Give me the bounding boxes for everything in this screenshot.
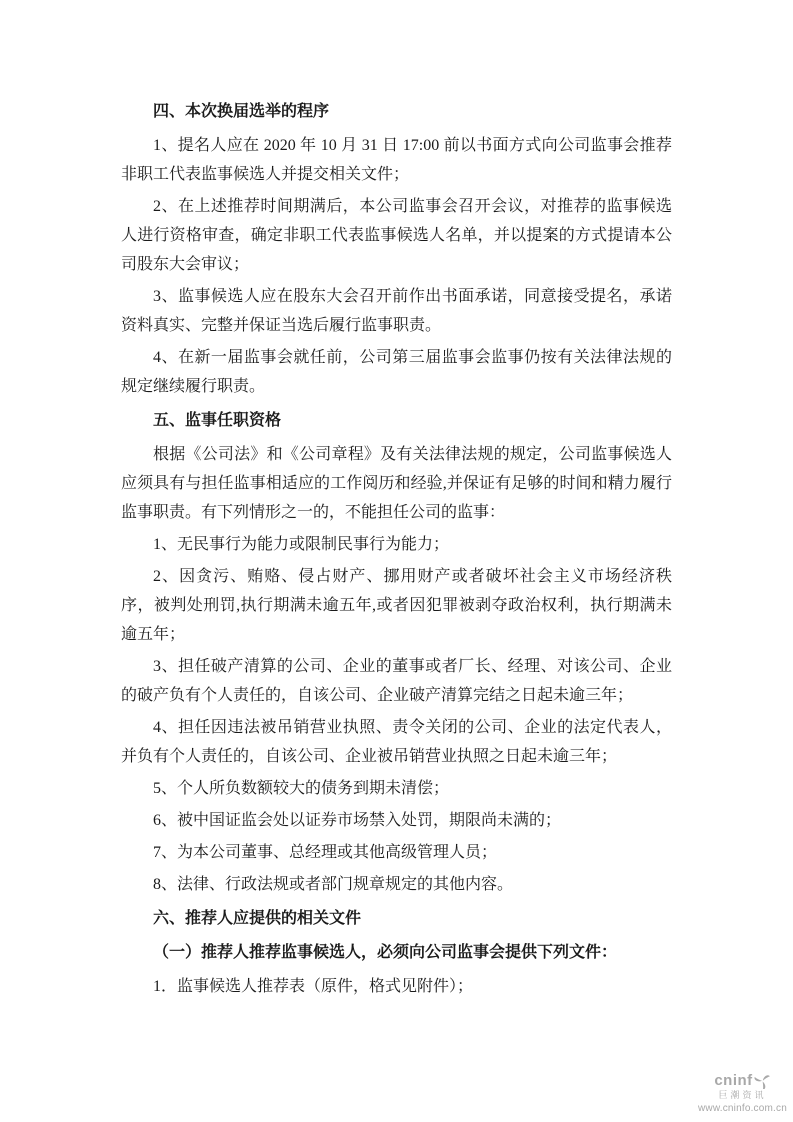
cninfo-watermark [698, 1072, 787, 1114]
document-body [121, 92, 672, 1004]
paragraph-qualification-7: 7、为本公司董事、总经理或其他高级管理人员； [153, 844, 498, 861]
paragraph-qualification-4: 4、担任因违法被吊销营业执照、责令关闭的公司、企业的法定代表人，并负有个人责任的，自该公司、企业被吊销营业执照之日起未逾三年； [121, 719, 672, 765]
cninfo-chinese-name: 巨潮资讯 [718, 1090, 767, 1101]
paragraph-qualification-6: 6、被中国证监会处以证券市场禁入处罚，期限尚未满的； [153, 812, 562, 829]
cninfo-swirl-icon [754, 1073, 771, 1089]
section-heading-qualifications: 五、监事任职资格 [153, 412, 282, 429]
subsection-heading-recommender-documents: （一）推荐人推荐监事候选人，必须向公司监事会提供下列文件： [153, 944, 618, 961]
paragraph-qualification-5: 5、个人所负数额较大的债务到期未清偿； [153, 780, 450, 797]
cninfo-brand-text: cninf [714, 1071, 753, 1089]
paragraph-qualification-8: 8、法律、行政法规或者部门规章规定的其他内容。 [153, 876, 514, 893]
paragraph-procedure-3: 3、监事候选人应在股东大会召开前作出书面承诺，同意接受提名，承诺资料真实、完整并保证当选后履行监事职责。 [121, 288, 672, 334]
section-heading-election-procedure: 四、本次换届选举的程序 [153, 103, 330, 120]
paragraph-procedure-4: 4、在新一届监事会就任前，公司第三届监事会监事仍按有关法律法规的规定继续履行职责。 [121, 349, 672, 395]
paragraph-procedure-2: 2、在上述推荐时间期满后，本公司监事会召开会议，对推荐的监事候选人进行资格审查，确定非职工代表监事候选人名单，并以提案的方式提请本公司股东大会审议； [121, 198, 672, 273]
cninfo-url: www.cninfo.com.cn [698, 1102, 787, 1114]
paragraph-procedure-1: 1、提名人应在 2020 年 10 月 31 日 17:00 前以书面方式向公司监事会推荐非职工代表监事候选人并提交相关文件； [121, 137, 672, 183]
cninfo-brand-row [714, 1072, 770, 1089]
paragraph-qualification-1: 1、无民事行为能力或限制民事行为能力； [153, 536, 450, 553]
paragraph-qualifications-intro: 根据《公司法》和《公司章程》及有关法律法规的规定，公司监事候选人应须具有与担任监事相适应的工作阅历和经验,并保证有足够的时间和精力履行监事职责。有下列情形之一的，不能担任公司的监事： [121, 446, 672, 521]
section-heading-required-documents: 六、推荐人应提供的相关文件 [153, 910, 362, 927]
paragraph-qualification-2: 2、因贪污、贿赂、侵占财产、挪用财产或者破坏社会主义市场经济秩序，被判处刑罚,执行期满未逾五年,或者因犯罪被剥夺政治权利，执行期满未逾五年； [121, 568, 672, 643]
paragraph-document-item-1: 1．监事候选人推荐表（原件，格式见附件）； [153, 978, 474, 995]
paragraph-qualification-3: 3、担任破产清算的公司、企业的董事或者厂长、经理、对该公司、企业的破产负有个人责任的，自该公司、企业破产清算完结之日起未逾三年； [121, 658, 672, 704]
